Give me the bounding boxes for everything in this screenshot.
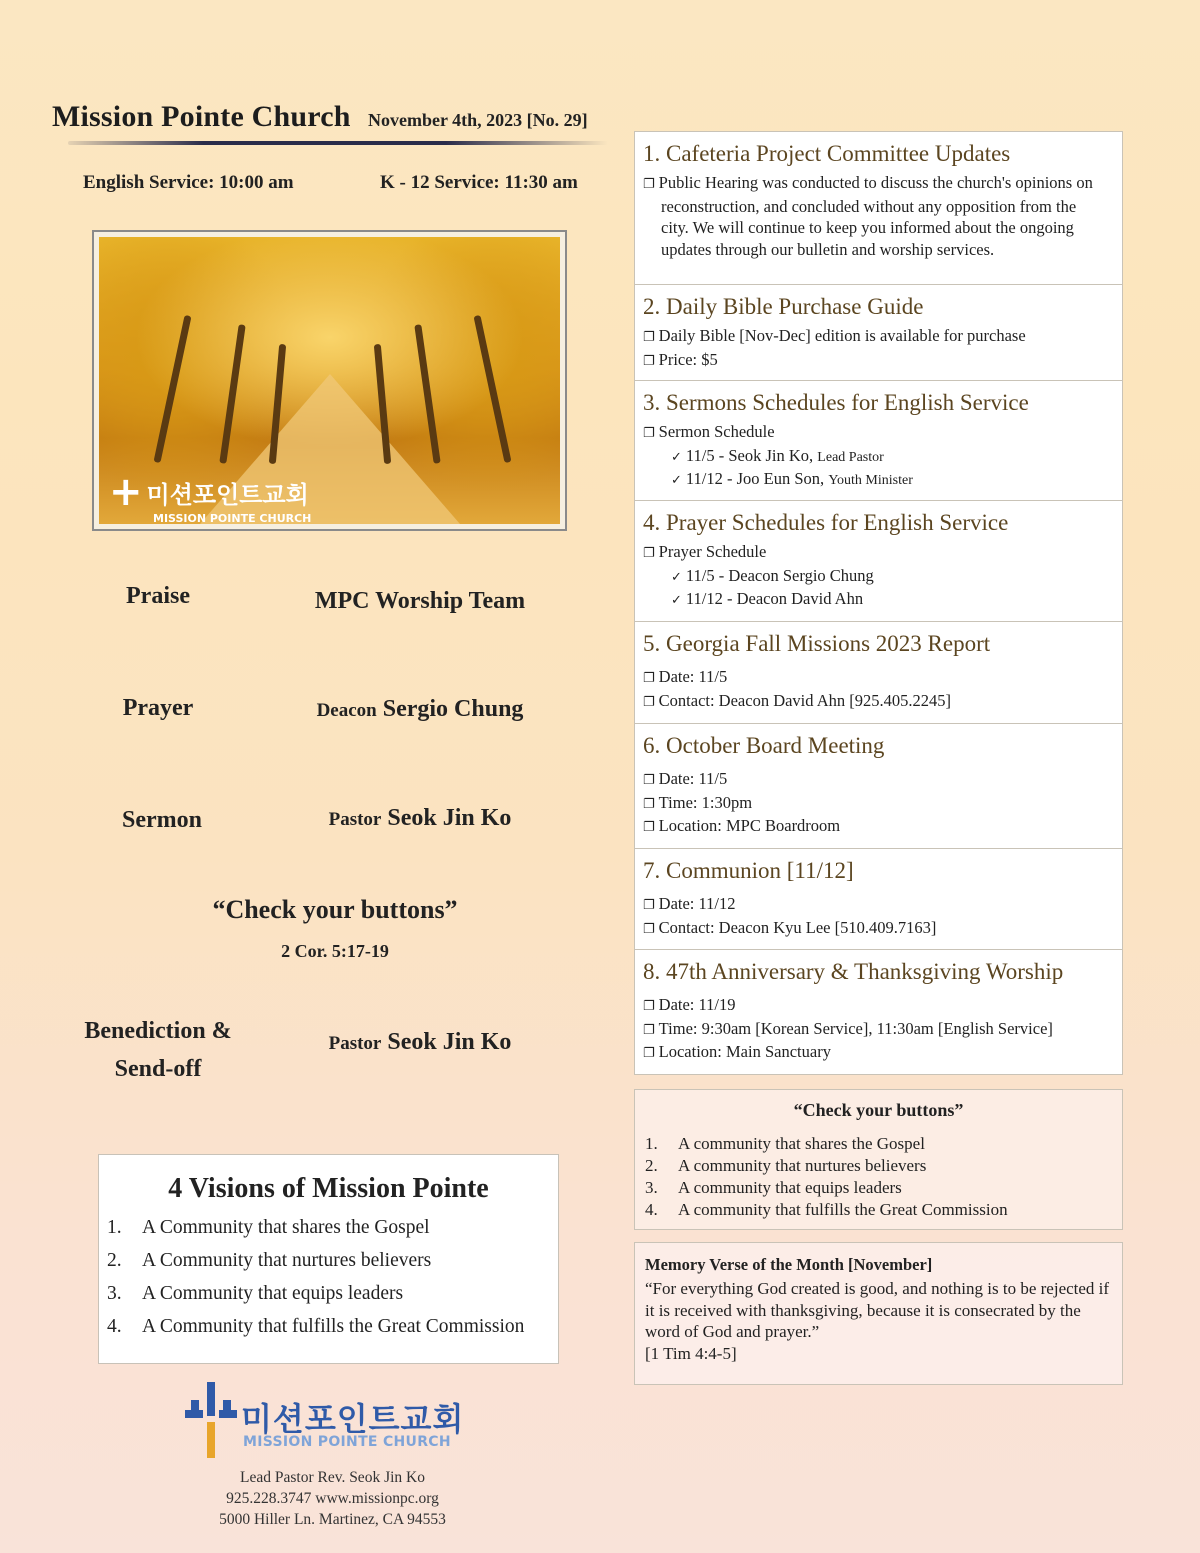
list-number: 2. [107, 1250, 122, 1271]
schedule-item: 11/12 - Joo Eun Son, [685, 469, 825, 488]
k12-service-time: K - 12 Service: 11:30 am [380, 172, 578, 193]
checkmark-icon: ✓ [671, 449, 682, 465]
checkbox-square-icon: ❐ [643, 820, 655, 835]
memory-verse-heading: Memory Verse of the Month [November] [645, 1255, 933, 1274]
list-number: 4. [645, 1200, 658, 1219]
sermon-title: “Check your buttons” [212, 895, 458, 924]
checkbox-square-icon: ❐ [643, 1022, 655, 1038]
memory-verse-box [634, 1242, 1123, 1385]
benediction-leader-title: Pastor [328, 1033, 382, 1054]
announcement-board-meeting [635, 724, 1122, 849]
memory-verse-reference: [1 Tim 4:4-5] [645, 1343, 737, 1363]
photo-logo-korean: 미션포인트교회 [146, 480, 309, 509]
list-item [107, 1250, 524, 1283]
praise-label: Praise [126, 583, 190, 609]
check-your-buttons-box [634, 1089, 1123, 1230]
list-text: A community that shares the Gospel [678, 1134, 925, 1153]
announcement-text: Time: 1:30pm [658, 792, 753, 812]
footer-address: 5000 Hiller Ln. Martinez, CA 94553 [219, 1511, 446, 1528]
english-service-time: English Service: 10:00 am [83, 172, 294, 193]
list-text: A community that nurtures believers [678, 1156, 927, 1175]
announcement-title: 2. Daily Bible Purchase Guide [643, 294, 924, 319]
church-title: Mission Pointe Church [52, 100, 351, 133]
announcement-title: 4. Prayer Schedules for English Service [643, 510, 1009, 535]
autumn-trees-photo [99, 237, 560, 524]
list-text: A Community that equips leaders [142, 1283, 404, 1304]
checkbox-square-icon: ❐ [643, 353, 655, 369]
list-text: A community that equips leaders [678, 1178, 902, 1197]
autumn-photo-frame [92, 230, 567, 531]
check-your-buttons-title: “Check your buttons” [793, 1100, 964, 1120]
announcement-georgia-missions [635, 622, 1122, 724]
benediction-leader-name: Seok Jin Ko [387, 1029, 512, 1055]
list-text: A Community that nurtures believers [142, 1250, 432, 1271]
announcement-text: Date: 11/12 [658, 894, 736, 913]
announcement-anniversary [635, 950, 1122, 1076]
checkbox-square-icon: ❐ [643, 177, 655, 192]
footer-phone-web: 925.228.3747 www.missionpc.org [226, 1490, 439, 1507]
list-text: A community that fulfills the Great Commission [678, 1200, 1008, 1219]
list-item [645, 1156, 1008, 1178]
checkbox-square-icon: ❐ [643, 546, 655, 561]
sermon-preacher-name: Seok Jin Ko [387, 805, 512, 831]
list-number: 1. [107, 1217, 122, 1238]
benediction-label [58, 1012, 258, 1088]
photo-logo-english: MISSION POINTE CHURCH [153, 512, 312, 524]
checkmark-icon: ✓ [671, 569, 682, 585]
announcement-text: Contact: Deacon Kyu Lee [510.409.7163] [658, 917, 937, 937]
announcement-text: Prayer Schedule [658, 542, 767, 561]
announcements-panel [634, 131, 1123, 1075]
checkbox-square-icon: ❐ [643, 999, 655, 1014]
schedule-item: 11/5 - Deacon Sergio Chung [685, 565, 874, 585]
sermon-scripture: 2 Cor. 5:17-19 [281, 941, 389, 961]
announcement-daily-bible [635, 285, 1122, 381]
announcement-text: Date: 11/5 [658, 667, 728, 686]
benediction-label-line2: Send-off [114, 1056, 202, 1082]
checkbox-square-icon: ❐ [643, 921, 655, 937]
prayer-leader-name: Sergio Chung [382, 696, 524, 722]
prayer-leader [280, 696, 560, 723]
list-text: A Community that fulfills the Great Commission [142, 1316, 525, 1337]
announcement-prayer-schedule [635, 501, 1122, 622]
prayer-label: Prayer [122, 695, 194, 721]
footer-contact [170, 1467, 495, 1530]
cross-logo-icon: + [109, 469, 143, 515]
checkbox-square-icon: ❐ [643, 796, 655, 812]
list-item [645, 1178, 1008, 1200]
list-item [645, 1200, 1008, 1222]
announcement-text: Location: MPC Boardroom [658, 816, 841, 835]
cross-logo-icon [185, 1382, 237, 1458]
benediction-label-line1: Benediction & [84, 1018, 232, 1044]
list-item [645, 1134, 1008, 1156]
visions-title: 4 Visions of Mission Pointe [168, 1173, 489, 1204]
prayer-leader-title: Deacon [316, 700, 377, 721]
announcement-text: Price: $5 [658, 349, 718, 369]
checkbox-square-icon: ❐ [643, 426, 655, 441]
sermon-label: Sermon [122, 807, 202, 833]
list-number: 3. [645, 1178, 658, 1197]
checkbox-square-icon: ❐ [643, 330, 655, 345]
announcement-text: Time: 9:30am [Korean Service], 11:30am [English Service] [658, 1018, 1053, 1038]
checkmark-icon: ✓ [671, 593, 682, 608]
announcement-text: Contact: Deacon David Ahn [925.405.2245] [658, 690, 952, 710]
list-number: 4. [107, 1316, 122, 1337]
announcement-text: Sermon Schedule [658, 422, 775, 441]
list-item [107, 1316, 524, 1349]
footer-logo-english: MISSION POINTE CHURCH [243, 1434, 451, 1450]
checkbox-square-icon: ❐ [643, 1046, 655, 1061]
checkbox-square-icon: ❐ [643, 694, 655, 710]
list-number: 1. [645, 1134, 658, 1153]
list-item [107, 1283, 524, 1316]
announcement-text: Location: Main Sanctuary [658, 1042, 831, 1061]
sermon-preacher [280, 805, 560, 832]
checkbox-square-icon: ❐ [643, 898, 655, 913]
visions-box [98, 1154, 559, 1364]
announcement-text: Date: 11/5 [658, 769, 728, 788]
announcement-title: 3. Sermons Schedules for English Service [643, 390, 1029, 415]
checkmark-icon: ✓ [671, 473, 682, 488]
title-divider [68, 141, 608, 145]
announcement-title: 6. October Board Meeting [643, 733, 885, 758]
praise-leader: MPC Worship Team [314, 588, 526, 614]
checkbox-square-icon: ❐ [643, 671, 655, 686]
footer-church-logo [185, 1382, 475, 1462]
schedule-item: 11/12 - Deacon David Ahn [685, 589, 864, 608]
list-number: 3. [107, 1283, 122, 1304]
list-text: A Community that shares the Gospel [142, 1217, 430, 1238]
announcement-cafeteria [635, 132, 1122, 285]
benediction-leader [280, 1029, 560, 1056]
schedule-role: Youth Minister [828, 473, 913, 488]
announcement-sermon-schedule [635, 381, 1122, 501]
announcement-communion [635, 849, 1122, 950]
sermon-preacher-title: Pastor [328, 809, 382, 830]
announcement-text: Daily Bible [Nov-Dec] edition is available for purchase [658, 326, 1026, 345]
list-item [107, 1217, 524, 1250]
schedule-item: 11/5 - Seok Jin Ko, [685, 445, 814, 465]
list-number: 2. [645, 1156, 658, 1175]
visions-list [107, 1217, 524, 1349]
photo-church-logo [109, 469, 312, 524]
announcement-title: 5. Georgia Fall Missions 2023 Report [643, 631, 991, 656]
footer-pastor: Lead Pastor Rev. Seok Jin Ko [240, 1469, 425, 1486]
footer-logo-korean: 미션포인트교회 [241, 1400, 465, 1438]
announcement-text: Public Hearing was conducted to discuss the church's opinions on reconstruction, and concluded without any opposition from the city. We will continue to keep you informed about the ongoing updates through our bulletin and worship services. [658, 173, 1093, 259]
check-your-buttons-list [645, 1134, 1008, 1222]
announcement-title: 1. Cafeteria Project Committee Updates [643, 141, 1011, 166]
announcement-title: 7. Communion [11/12] [643, 858, 854, 883]
checkbox-square-icon: ❐ [643, 773, 655, 788]
issue-date: November 4th, 2023 [No. 29] [368, 110, 588, 130]
announcement-text: Date: 11/19 [658, 995, 736, 1014]
announcement-title: 8. 47th Anniversary & Thanksgiving Worship [643, 959, 1064, 984]
schedule-role: Lead Pastor [817, 449, 884, 465]
memory-verse-text: “For everything God created is good, and nothing is to be rejected if it is received with thanksgiving, because it is consecrated by the word of God and prayer.” [645, 1279, 1110, 1341]
